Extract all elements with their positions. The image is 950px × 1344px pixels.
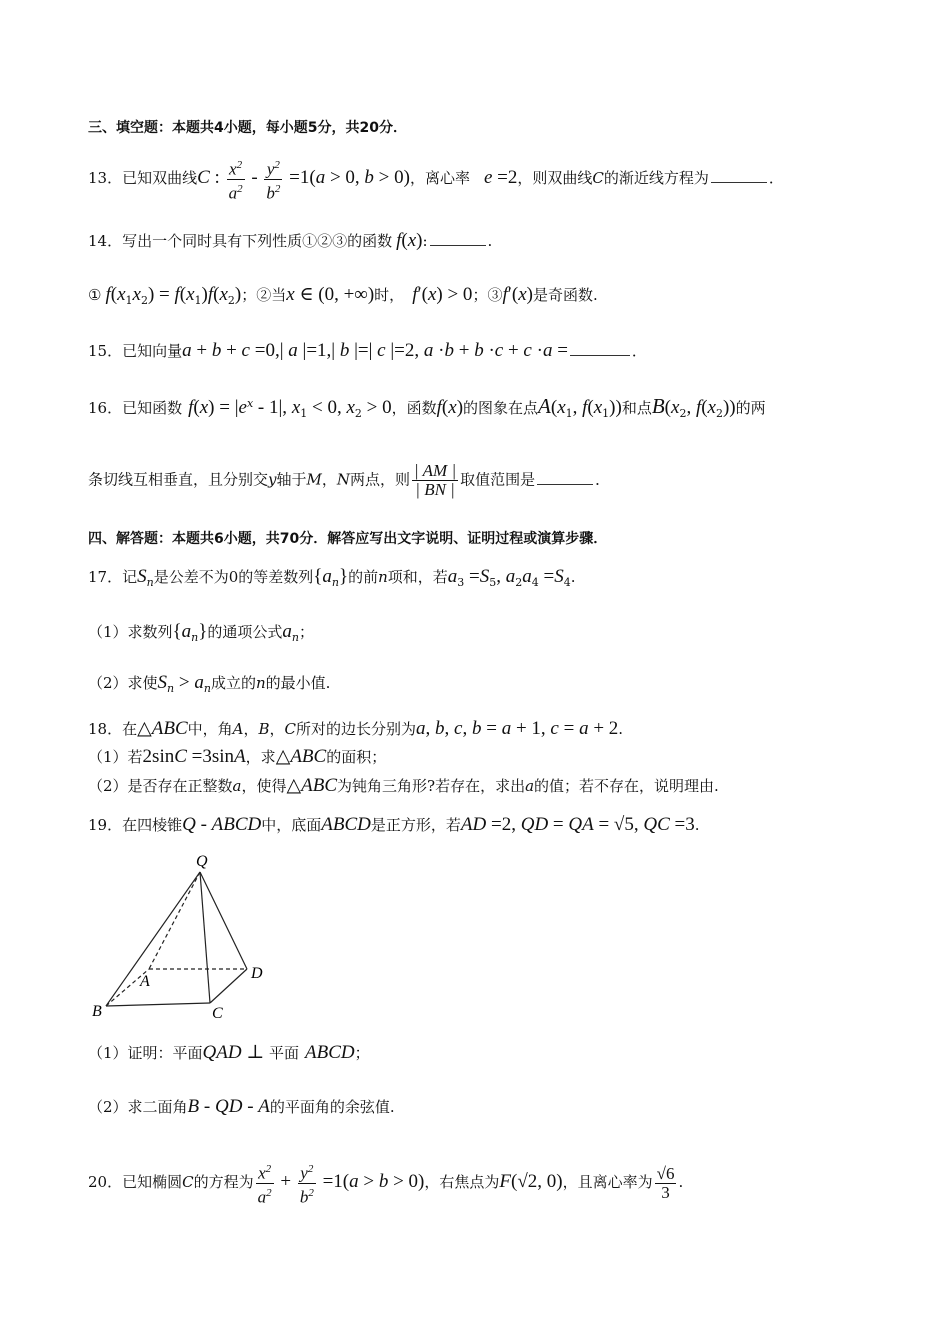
frac-sqrt6-3: $\frac{√6}{3}$	[656, 1163, 675, 1202]
label-C: C	[212, 1005, 223, 1022]
answer-blank[interactable]	[430, 245, 486, 246]
question-18-part2: （2）是否存在正整数a，使得△ABC为钝角三角形?若存在，求出a的值；若不存在，说明理由.	[88, 775, 719, 796]
question-17-part2: （2）求使$S_n > a_n$成立的n的最小值.	[88, 672, 331, 695]
question-14-properties: ① $f(x_1x_2) = f(x_1)f(x_2)$；②当x ∈ (0, +∞)时， f′(x) > 0；③f′(x)是奇函数.	[88, 284, 598, 307]
question-15: 15．已知向量a + b + c =0,| a |=1,| b |=| c |=2, a ·b + b ·c + c ·a = ．	[88, 340, 647, 361]
edge-QD	[200, 872, 247, 969]
question-19-part2: （2）求二面角B - QD - A的平面角的余弦值.	[88, 1096, 395, 1117]
edge-QA	[149, 872, 200, 969]
frac-y2-b2: $\frac{y^2}{b^2}$	[298, 1160, 316, 1206]
frac-x2-a2: $\frac{x^2}{a^2}$	[227, 156, 245, 202]
frac-y2-b2: $\frac{y^2}{b^2}$	[264, 156, 282, 202]
question-18: 18．在△ABC中，角A，B，C所对的边长分别为a, b, c, b = a + 1, c = a + 2.	[88, 718, 624, 739]
label-A: A	[140, 973, 150, 990]
edge-QB	[106, 872, 200, 1006]
label-B: B	[92, 1003, 102, 1020]
question-19-part1: （1）证明：平面QAD ⊥ 平面 ABCD；	[88, 1042, 370, 1063]
question-13: 13．已知双曲线C : $\frac{x^2}{a^2}$ - $\frac{y^2}{b^2}$ =1(a > 0, b > 0)，离心率 e =2，则双曲线C的渐近线方程为 ．	[88, 156, 784, 202]
edge-CD	[210, 969, 247, 1003]
section-heading-4: 四、解答题：本题共6小题，共70分．解答应写出文字说明、证明过程或演算步骤．	[88, 531, 608, 547]
question-17-part1: （1）求数列$\{a_n\}$的通项公式$a_n$；	[88, 621, 315, 644]
question-18-part1: （1）若2sinC =3sinA，求△ABC的面积；	[88, 746, 387, 767]
pyramid-diagram	[88, 848, 278, 1023]
question-16: 16．已知函数 $f(x) = |e^x - 1|$, $x_1 < 0$, $x_2 > 0$，函数f(x)的图象在点$A(x_1$, $f(x_1)$)和点$B(x_2$, $f(x_2)$)的两	[88, 394, 766, 420]
question-number: 13．	[88, 169, 123, 188]
question-16-line2: 条切线互相垂直，且分别交y轴于M，N两点，则 $\frac{| AM |}{| BN |}$ 取值范围是 ．	[88, 461, 611, 499]
answer-blank[interactable]	[537, 484, 593, 485]
label-D: D	[251, 965, 263, 982]
answer-blank[interactable]	[570, 355, 630, 356]
question-14: 14．写出一个同时具有下列性质①②③的函数 f(x): .	[88, 230, 493, 251]
label-Q: Q	[196, 853, 208, 870]
edge-BC	[106, 1003, 210, 1006]
frac-am-bn: $\frac{| AM |}{| BN |}$	[414, 461, 457, 499]
frac-x2-a2: $\frac{x^2}{a^2}$	[256, 1160, 274, 1206]
question-20: 20．已知椭圆C的方程为 $\frac{x^2}{a^2}$ + $\frac{y^2}{b^2}$ =1(a > b > 0)，右焦点为F(√2, 0)，且离心率为 $\frac{√6}{3}$ .	[88, 1160, 683, 1206]
q13-text: 已知双曲线	[122, 169, 198, 188]
question-17: 17．记$S_n$是公差不为0的等差数列$\{a_n\}$的前n项和，若$a_3 =S_5$, $a_2a_4 =S_4$.	[88, 566, 576, 589]
section-heading-3: 三、填空题：本题共4小题，每小题5分，共20分．	[88, 120, 407, 136]
edge-QC	[200, 872, 210, 1003]
question-19: 19．在四棱锥Q - ABCD中，底面ABCD是正方形，若AD =2, QD = QA = √5, QC =3.	[88, 814, 700, 835]
answer-blank[interactable]	[711, 182, 767, 183]
